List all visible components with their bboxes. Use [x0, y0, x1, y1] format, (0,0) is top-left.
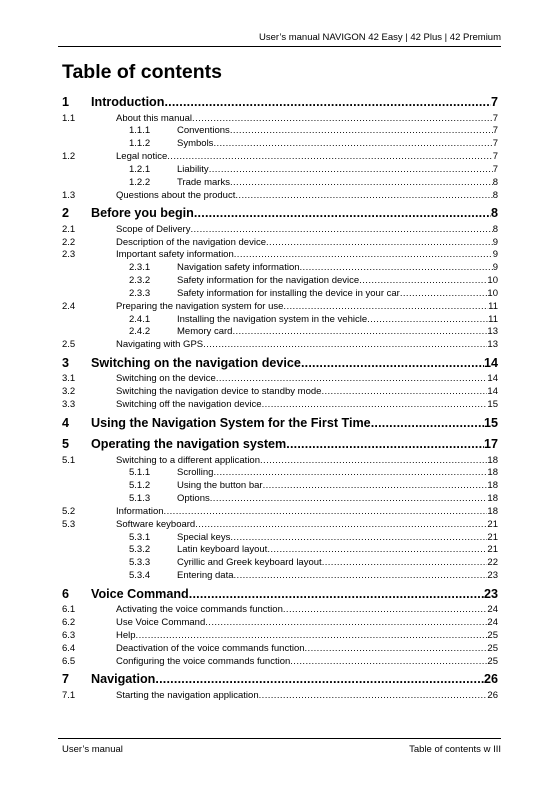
toc-subsection-entry[interactable]	[62, 557, 498, 570]
toc-section-entry[interactable]	[62, 339, 498, 352]
entry-title: Before you begin	[91, 206, 194, 221]
entry-page-number: 7	[492, 151, 498, 163]
toc-section-entry[interactable]	[62, 399, 498, 412]
entry-number: 7	[62, 672, 70, 687]
dot-leader	[283, 301, 488, 312]
table-of-contents	[62, 95, 498, 703]
dot-leader	[167, 151, 492, 162]
footer-document-name: User’s manual	[62, 744, 123, 755]
entry-title: Deactivation of the voice commands function	[116, 642, 305, 654]
entry-title: Options	[177, 493, 210, 505]
entry-page-number: 7	[490, 95, 498, 109]
entry-title: Introduction	[91, 95, 165, 109]
entry-number: 3.2	[62, 386, 76, 398]
entry-number: 3.1	[62, 373, 76, 385]
toc-section-entry[interactable]	[62, 519, 498, 532]
toc-subsection-entry[interactable]	[62, 288, 498, 301]
entry-number: 5.1.2	[129, 480, 151, 492]
toc-subsection-entry[interactable]	[62, 493, 498, 506]
header-divider	[58, 46, 501, 47]
toc-section-entry[interactable]	[62, 455, 498, 468]
entry-number: 2	[62, 206, 70, 221]
toc-section-entry[interactable]	[62, 604, 498, 617]
entry-page-number: 7	[492, 125, 498, 137]
toc-section-entry[interactable]	[62, 506, 498, 519]
dot-leader	[190, 224, 492, 235]
dot-leader	[300, 262, 493, 273]
entry-page-number: 9	[492, 249, 498, 261]
entry-number: 2.3.2	[129, 275, 151, 287]
dot-leader	[164, 95, 491, 109]
toc-section-entry[interactable]	[62, 151, 498, 164]
entry-title: Preparing the navigation system for use	[116, 300, 284, 312]
entry-page-number: 7	[492, 138, 498, 150]
entry-title: Questions about the product	[116, 189, 236, 201]
entry-title: Important safety information	[116, 249, 234, 261]
entry-title: Safety information for the navigation device	[177, 275, 360, 287]
entry-page-number: 25	[487, 642, 498, 654]
entry-page-number: 11	[488, 300, 498, 312]
entry-title: Memory card	[177, 326, 233, 338]
entry-page-number: 8	[490, 206, 498, 221]
toc-section-entry[interactable]	[62, 643, 498, 656]
dot-leader	[283, 604, 488, 615]
entry-page-number: 10	[487, 287, 498, 299]
dot-leader	[136, 630, 488, 641]
entry-number: 4	[62, 415, 70, 430]
toc-chapter-entry[interactable]	[62, 206, 498, 224]
entry-number: 3	[62, 355, 70, 370]
entry-page-number: 7	[492, 112, 498, 124]
entry-number: 5.3.3	[129, 557, 151, 569]
entry-title: Installing the navigation system in the vehicle	[177, 313, 368, 325]
entry-title: Entering data	[177, 570, 234, 582]
toc-section-entry[interactable]	[62, 656, 498, 669]
entry-page-number: 25	[487, 629, 498, 641]
entry-title: Switching the navigation device to standby mode	[116, 386, 322, 398]
toc-chapter-entry[interactable]	[62, 356, 498, 374]
entry-page-number: 18	[487, 454, 498, 466]
entry-page-number: 7	[492, 163, 498, 175]
entry-page-number: 9	[492, 236, 498, 248]
entry-page-number: 24	[487, 617, 498, 629]
toc-subsection-entry[interactable]	[62, 326, 498, 339]
toc-chapter-entry[interactable]	[62, 95, 498, 113]
toc-section-entry[interactable]	[62, 617, 498, 630]
entry-title: Configuring the voice commands function	[116, 655, 291, 667]
entry-page-number: 21	[487, 518, 498, 530]
dot-leader	[286, 437, 484, 451]
dot-leader	[234, 570, 488, 581]
entry-number: 2.4.2	[129, 326, 151, 338]
entry-number: 5.3	[62, 518, 76, 530]
entry-title: Starting the navigation application	[116, 689, 259, 701]
entry-number: 2.3.3	[129, 287, 151, 299]
entry-page-number: 21	[487, 531, 498, 543]
toc-subsection-entry[interactable]	[62, 467, 498, 480]
dot-leader	[164, 506, 488, 517]
entry-page-number: 26	[487, 689, 498, 701]
entry-page-number: 18	[487, 480, 498, 492]
toc-subsection-entry[interactable]	[62, 314, 498, 327]
dot-leader	[260, 455, 487, 466]
entry-title: Symbols	[177, 138, 214, 150]
entry-page-number: 13	[487, 326, 498, 338]
entry-title: Use Voice Command	[116, 617, 206, 629]
entry-page-number: 23	[487, 570, 498, 582]
entry-page-number: 9	[492, 262, 498, 274]
entry-page-number: 11	[488, 313, 498, 325]
dot-leader	[155, 672, 484, 686]
entry-title: Switching on the navigation device	[91, 355, 301, 370]
entry-page-number: 23	[483, 586, 498, 601]
toc-section-entry[interactable]	[62, 237, 498, 250]
toc-section-entry[interactable]	[62, 249, 498, 262]
entry-number: 1.2	[62, 151, 76, 163]
dot-leader	[266, 237, 493, 248]
toc-section-entry[interactable]	[62, 690, 498, 703]
entry-page-number: 10	[487, 275, 498, 287]
dot-leader	[192, 113, 493, 124]
toc-subsection-entry[interactable]	[62, 177, 498, 190]
entry-page-number: 25	[487, 655, 498, 667]
entry-title: Using the Navigation System for the First Time	[91, 415, 371, 430]
dot-leader	[267, 544, 487, 555]
entry-title: Operating the navigation system	[91, 437, 287, 452]
entry-title: Latin keyboard layout	[177, 544, 268, 556]
dot-leader	[301, 356, 484, 370]
entry-page-number: 22	[487, 557, 498, 569]
entry-title: Software keyboard	[116, 518, 196, 530]
dot-leader	[367, 314, 488, 325]
dot-leader	[305, 643, 488, 654]
entry-number: 6.1	[62, 604, 76, 616]
entry-number: 5.1.1	[129, 467, 151, 479]
entry-number: 6	[62, 586, 70, 601]
dot-leader	[359, 275, 487, 286]
page-title: Table of contents	[62, 61, 222, 83]
entry-number: 5.1	[62, 454, 76, 466]
entry-title: Special keys	[177, 531, 231, 543]
entry-number: 2.2	[62, 236, 76, 248]
entry-title: Navigation	[91, 672, 156, 687]
entry-title: Voice Command	[91, 586, 189, 601]
entry-title: Conventions	[177, 125, 230, 137]
entry-title: Activating the voice commands function	[116, 604, 283, 616]
entry-page-number: 8	[492, 223, 498, 235]
toc-subsection-entry[interactable]	[62, 138, 498, 151]
entry-title: Safety information for installing the device in your car	[177, 287, 400, 299]
dot-leader	[209, 164, 493, 175]
entry-number: 5.3.4	[129, 570, 151, 582]
entry-title: Liability	[177, 163, 209, 175]
entry-number: 6.4	[62, 642, 76, 654]
entry-page-number: 18	[487, 505, 498, 517]
entry-page-number: 18	[487, 467, 498, 479]
entry-number: 2.5	[62, 339, 76, 351]
dot-leader	[194, 206, 491, 220]
entry-number: 1.3	[62, 189, 76, 201]
footer-page-label: Table of contents w III	[409, 744, 501, 755]
entry-number: 1.1.2	[129, 138, 151, 150]
footer-divider	[58, 738, 501, 739]
toc-section-entry[interactable]	[62, 190, 498, 203]
dot-leader	[216, 373, 488, 384]
dot-leader	[203, 339, 487, 350]
toc-chapter-entry[interactable]	[62, 416, 498, 434]
entry-title: Scope of Delivery	[116, 223, 191, 235]
dot-leader	[195, 519, 487, 530]
entry-page-number: 15	[483, 415, 498, 430]
dot-leader	[210, 493, 488, 504]
toc-chapter-entry[interactable]	[62, 437, 498, 455]
entry-title: Using the button bar	[177, 480, 263, 492]
entry-page-number: 14	[483, 355, 498, 370]
entry-page-number: 18	[487, 493, 498, 505]
entry-number: 1	[62, 95, 70, 109]
dot-leader	[232, 326, 487, 337]
entry-page-number: 14	[487, 386, 498, 398]
entry-number: 1.2.2	[129, 176, 151, 188]
toc-section-entry[interactable]	[62, 224, 498, 237]
entry-title: About this manual	[116, 112, 193, 124]
entry-title: Switching to a different application	[116, 454, 260, 466]
entry-title: Information	[116, 505, 164, 517]
entry-title: Help	[116, 629, 136, 641]
entry-title: Scrolling	[177, 467, 214, 479]
entry-page-number: 17	[483, 437, 498, 452]
entry-number: 5.1.3	[129, 493, 151, 505]
dot-leader	[262, 399, 488, 410]
entry-page-number: 8	[492, 176, 498, 188]
entry-title: Cyrillic and Greek keyboard layout	[177, 557, 322, 569]
toc-subsection-entry[interactable]	[62, 125, 498, 138]
entry-page-number: 21	[487, 544, 498, 556]
entry-number: 6.5	[62, 655, 76, 667]
dot-leader	[230, 532, 487, 543]
entry-page-number: 24	[487, 604, 498, 616]
entry-number: 7.1	[62, 689, 76, 701]
toc-subsection-entry[interactable]	[62, 164, 498, 177]
dot-leader	[230, 177, 493, 188]
dot-leader	[234, 249, 493, 260]
toc-section-entry[interactable]	[62, 301, 498, 314]
toc-chapter-entry[interactable]	[62, 587, 498, 605]
entry-number: 1.1.1	[129, 125, 151, 137]
entry-title: Navigation safety information	[177, 262, 300, 274]
dot-leader	[213, 138, 492, 149]
toc-subsection-entry[interactable]	[62, 480, 498, 493]
toc-section-entry[interactable]	[62, 630, 498, 643]
entry-number: 5	[62, 437, 70, 452]
dot-leader	[213, 467, 487, 478]
toc-subsection-entry[interactable]	[62, 544, 498, 557]
entry-title: Trade marks	[177, 176, 230, 188]
entry-number: 6.2	[62, 617, 76, 629]
dot-leader	[263, 480, 488, 491]
entry-number: 1.2.1	[129, 163, 151, 175]
entry-number: 2.4.1	[129, 313, 151, 325]
entry-page-number: 14	[487, 373, 498, 385]
dot-leader	[205, 617, 487, 628]
entry-number: 2.1	[62, 223, 76, 235]
entry-number: 3.3	[62, 399, 76, 411]
toc-chapter-entry[interactable]	[62, 672, 498, 690]
toc-section-entry[interactable]	[62, 113, 498, 126]
entry-page-number: 13	[487, 339, 498, 351]
running-header: User’s manual NAVIGON 42 Easy | 42 Plus | 42 Premium	[259, 32, 501, 43]
entry-title: Description of the navigation device	[116, 236, 266, 248]
entry-title: Navigating with GPS	[116, 339, 204, 351]
entry-number: 5.3.2	[129, 544, 151, 556]
entry-number: 1.1	[62, 112, 76, 124]
toc-subsection-entry[interactable]	[62, 532, 498, 545]
entry-title: Switching on the device	[116, 373, 216, 385]
dot-leader	[189, 587, 484, 601]
entry-page-number: 26	[483, 672, 498, 687]
entry-page-number: 8	[492, 189, 498, 201]
dot-leader	[230, 125, 493, 136]
toc-subsection-entry[interactable]	[62, 275, 498, 288]
entry-page-number: 15	[487, 399, 498, 411]
dot-leader	[322, 557, 488, 568]
entry-number: 2.4	[62, 300, 76, 312]
toc-subsection-entry[interactable]	[62, 570, 498, 583]
dot-leader	[371, 416, 484, 430]
toc-section-entry[interactable]	[62, 386, 498, 399]
dot-leader	[321, 386, 487, 397]
dot-leader	[290, 656, 487, 667]
toc-subsection-entry[interactable]	[62, 262, 498, 275]
entry-number: 5.2	[62, 505, 76, 517]
dot-leader	[259, 690, 488, 701]
toc-section-entry[interactable]	[62, 373, 498, 386]
entry-number: 5.3.1	[129, 531, 151, 543]
dot-leader	[400, 288, 488, 299]
entry-title: Legal notice	[116, 151, 168, 163]
entry-number: 2.3.1	[129, 262, 151, 274]
entry-number: 2.3	[62, 249, 76, 261]
entry-number: 6.3	[62, 629, 76, 641]
dot-leader	[235, 190, 492, 201]
entry-title: Switching off the navigation device	[116, 399, 262, 411]
